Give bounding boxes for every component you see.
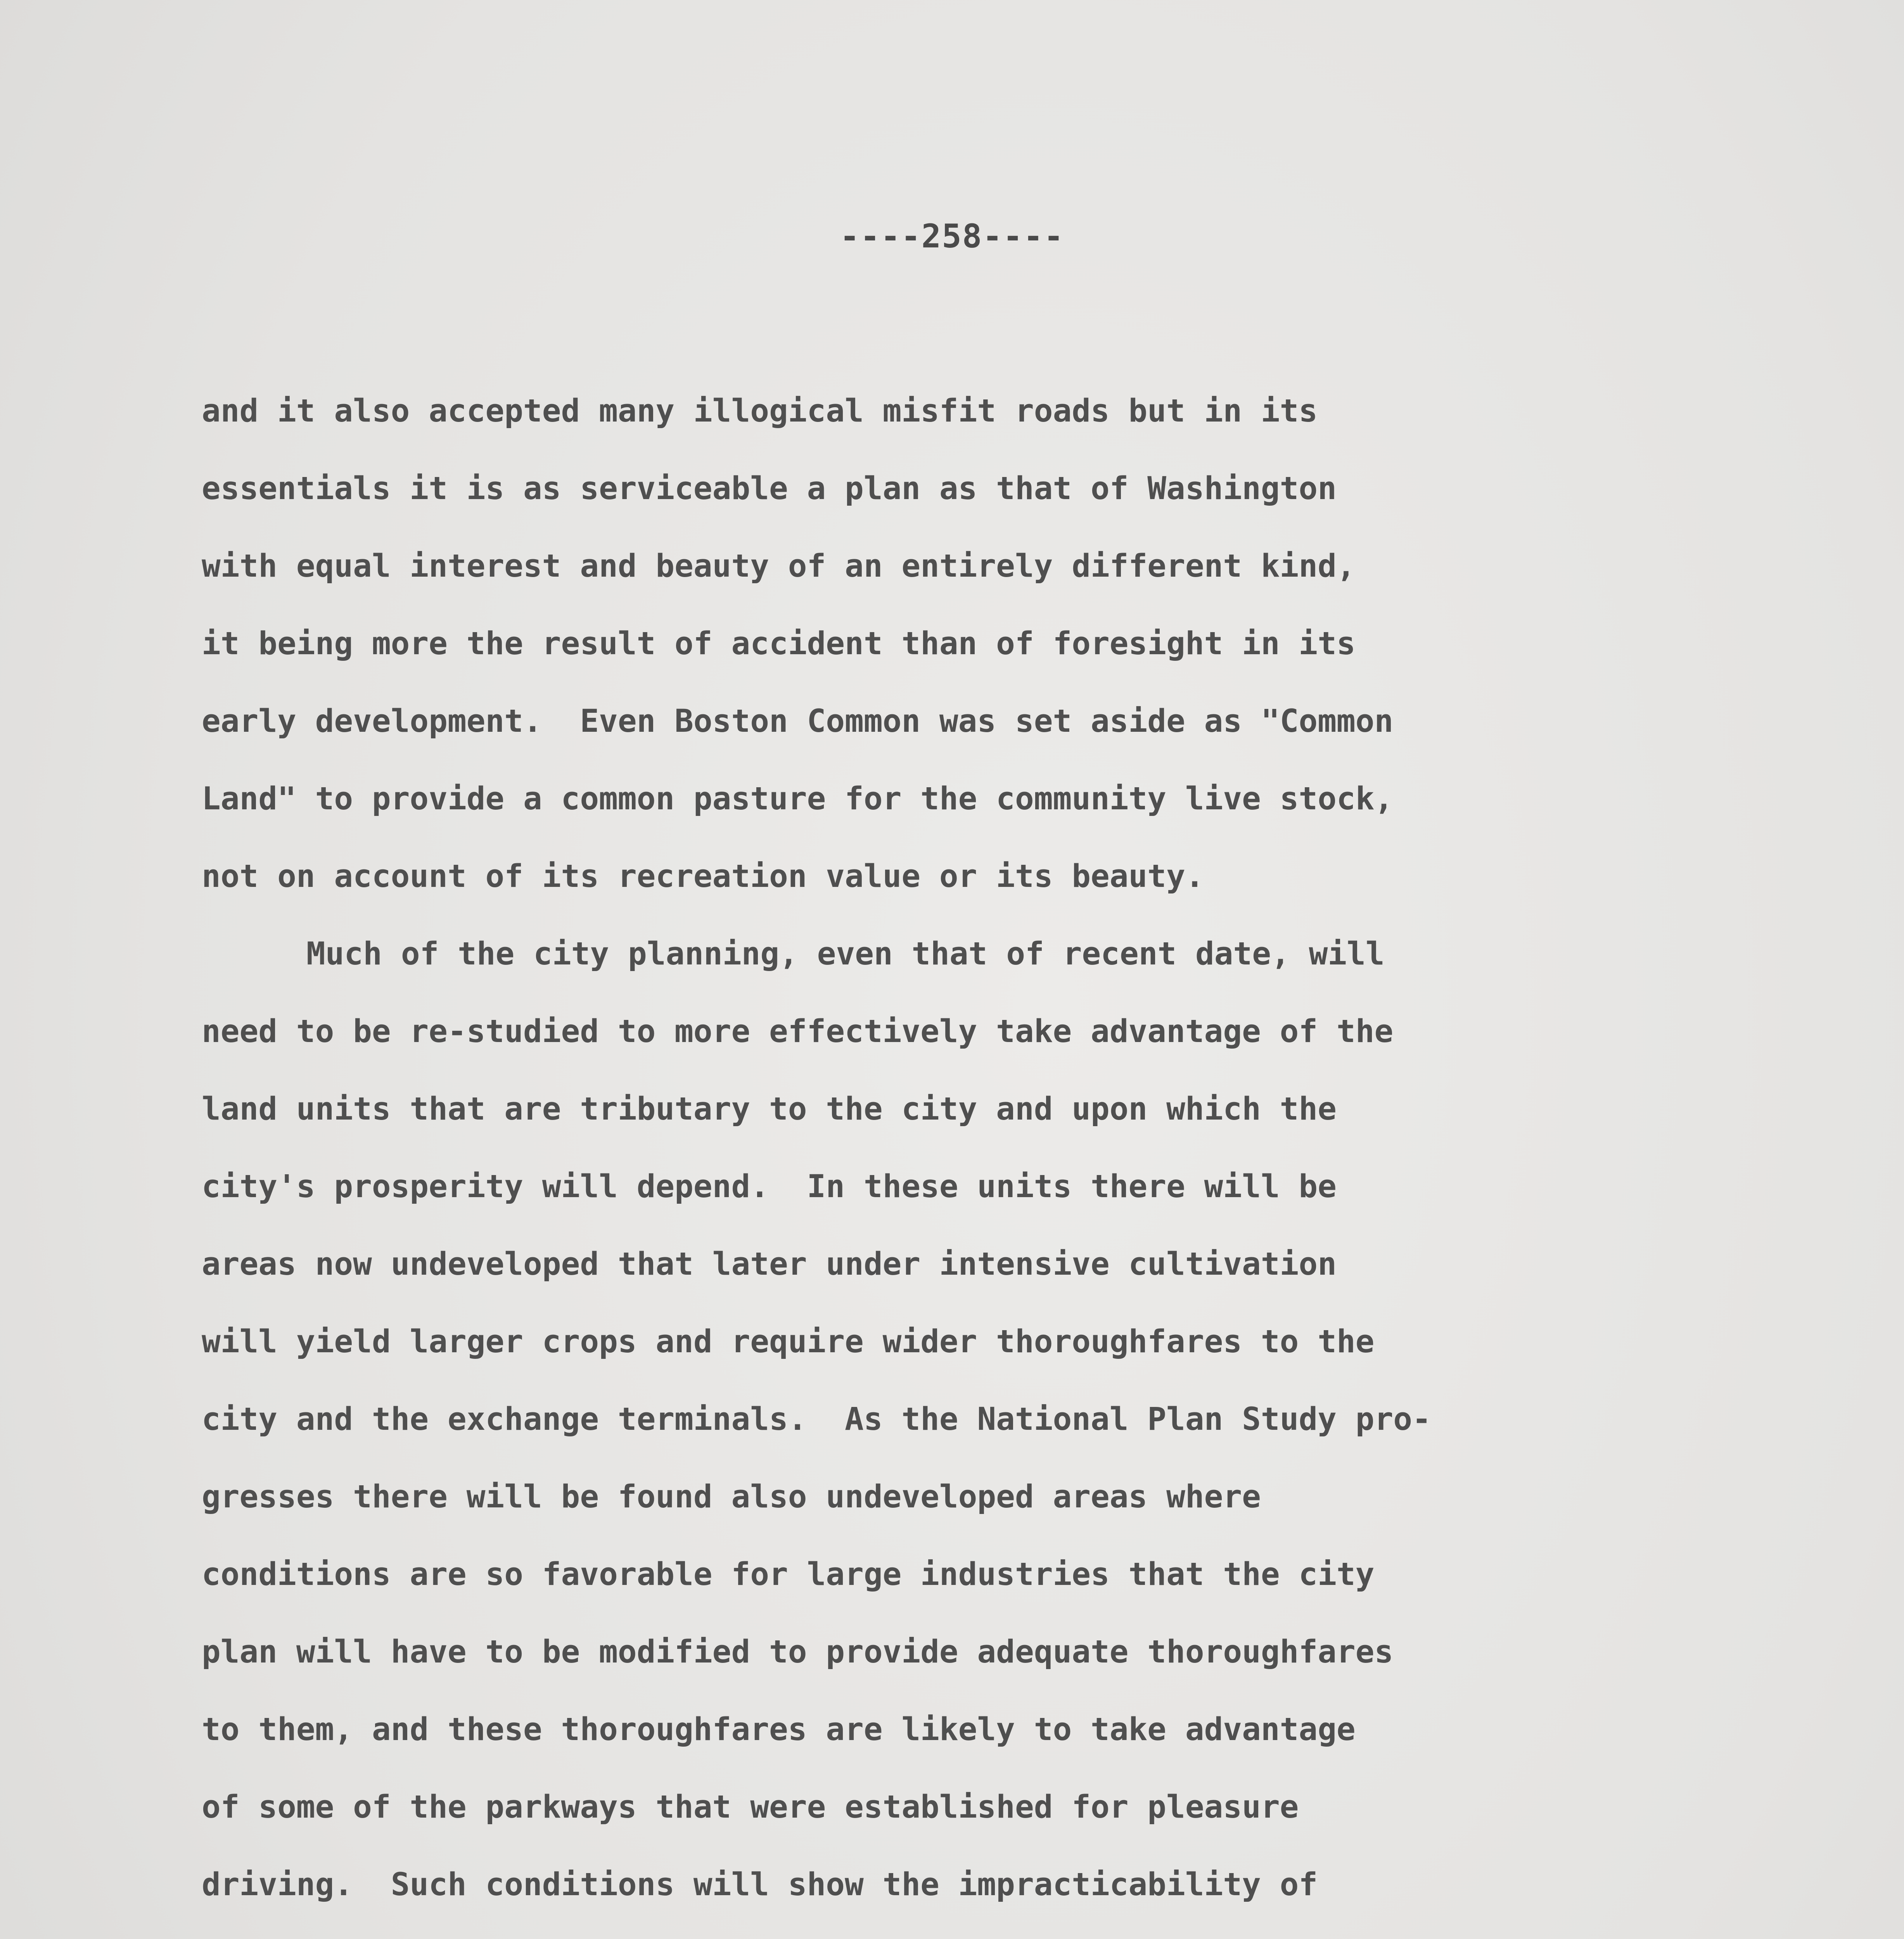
text-line: driving. Such conditions will show the impracticability of: [202, 1866, 1318, 1903]
text-line: city's prosperity will depend. In these units there will be: [202, 1168, 1337, 1205]
text-line: city and the exchange terminals. As the National Plan Study pro-: [202, 1401, 1431, 1438]
text-line: land units that are tributary to the city and upon which the: [202, 1091, 1337, 1127]
text-line: Much of the city planning, even that of recent date, will: [306, 936, 1385, 972]
text-line: gresses there will be found also undeveloped areas where: [202, 1479, 1261, 1515]
page-number: ----258----: [840, 217, 1064, 255]
text-line: conditions are so favorable for large industries that the city: [202, 1556, 1375, 1593]
text-line: and it also accepted many illogical misfit roads but in its: [202, 393, 1318, 429]
text-line: areas now undeveloped that later under intensive cultivation: [202, 1246, 1337, 1282]
text-line: need to be re-studied to more effectively take advantage of the: [202, 1013, 1394, 1050]
text-line: of some of the parkways that were established for pleasure: [202, 1789, 1299, 1825]
text-line: Land" to provide a common pasture for the community live stock,: [202, 781, 1394, 817]
text-line: will yield larger crops and require wider thoroughfares to the: [202, 1324, 1375, 1360]
text-line: plan will have to be modified to provide adequate thoroughfares: [202, 1634, 1394, 1670]
text-line: essentials it is as serviceable a plan as that of Washington: [202, 470, 1337, 507]
text-line: not on account of its recreation value or its beauty.: [202, 858, 1204, 895]
text-line: with equal interest and beauty of an entirely different kind,: [202, 548, 1356, 584]
text-line: early development. Even Boston Common was set aside as "Common: [202, 703, 1394, 740]
text-line: it being more the result of accident than of foresight in its: [202, 626, 1356, 662]
text-line: to them, and these thoroughfares are likely to take advantage: [202, 1711, 1356, 1748]
